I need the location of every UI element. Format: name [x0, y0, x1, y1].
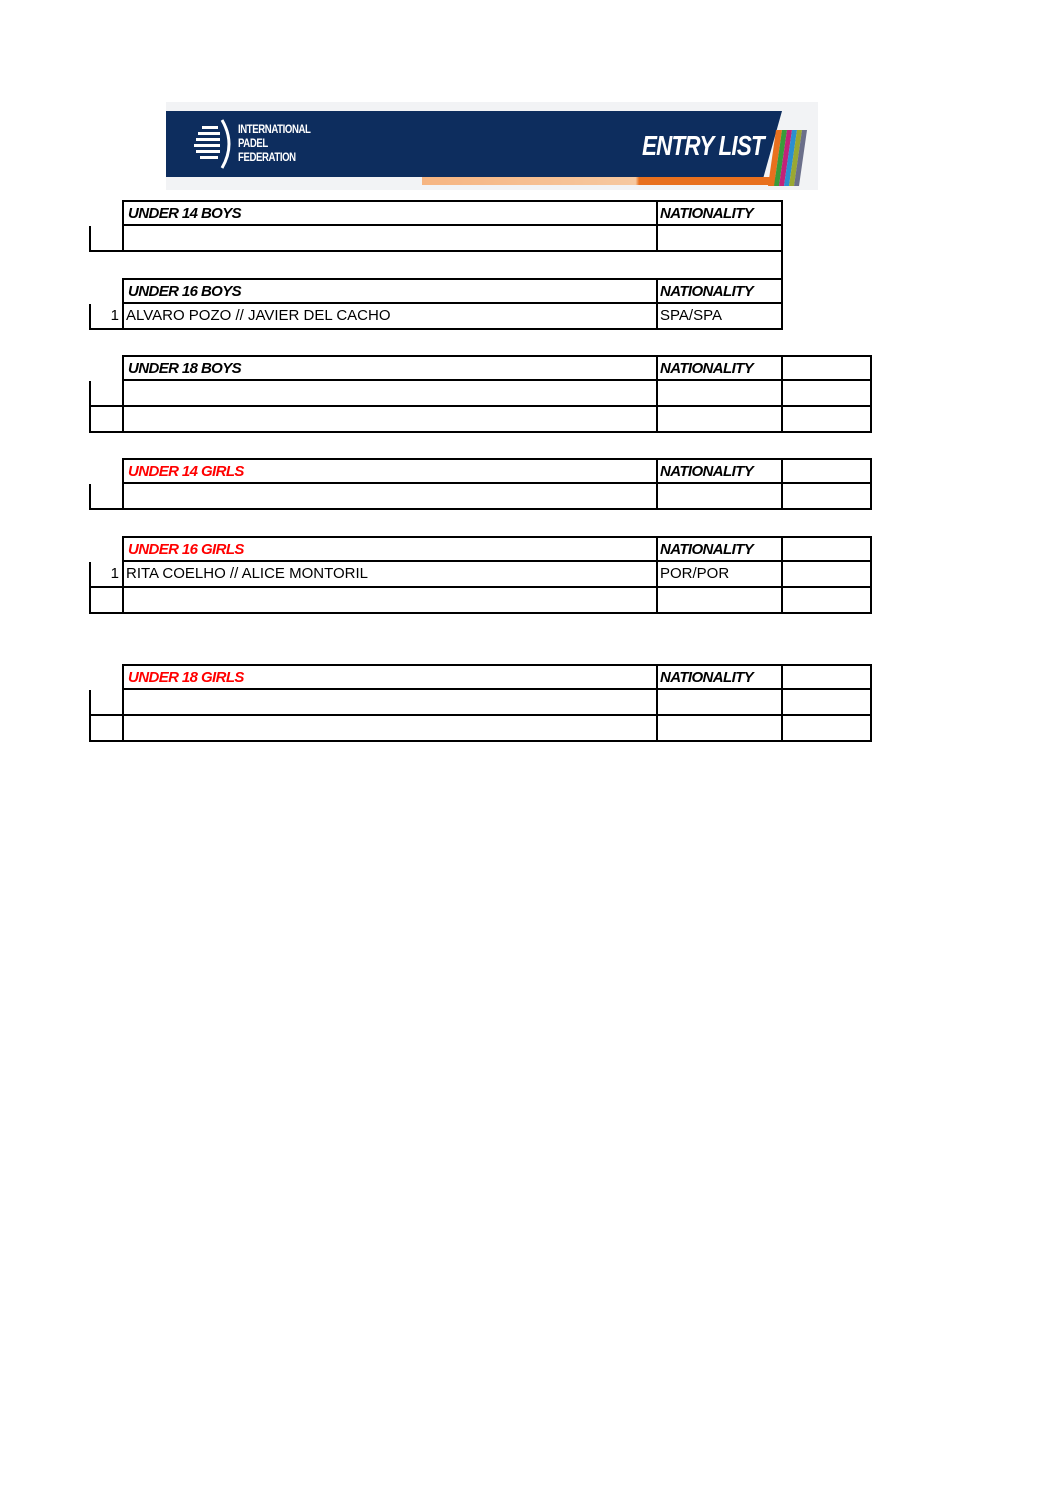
extra-header-cell [781, 355, 872, 381]
logo-line: INTERNATIONAL [238, 122, 311, 136]
nationality-value: POR/POR [656, 562, 783, 588]
ipf-logo-icon [194, 118, 236, 170]
nationality-header: NATIONALITY [656, 458, 783, 484]
player-names: ALVARO POZO // JAVIER DEL CACHO [122, 304, 658, 330]
extra-cell [781, 562, 872, 588]
extra-cell [781, 381, 872, 407]
logo-line: FEDERATION [238, 150, 296, 164]
nationality-value [656, 716, 783, 742]
nationality-value [656, 588, 783, 614]
category-title: UNDER 16 BOYS [122, 278, 658, 304]
category-title: UNDER 14 BOYS [122, 200, 658, 226]
color-stripes-icon [768, 130, 808, 186]
nationality-header: NATIONALITY [656, 664, 783, 690]
entry-number [89, 484, 124, 510]
ipf-logo-text [238, 122, 310, 164]
entry-number: 1 [89, 304, 124, 330]
player-names [122, 381, 658, 407]
nationality-value [656, 226, 783, 252]
category-title: UNDER 18 BOYS [122, 355, 658, 381]
category-title: UNDER 14 GIRLS [122, 458, 658, 484]
player-names: RITA COELHO // ALICE MONTORIL [122, 562, 658, 588]
nationality-header: NATIONALITY [656, 278, 783, 304]
entry-number [89, 407, 124, 433]
nationality-header: NATIONALITY [656, 355, 783, 381]
nationality-header: NATIONALITY [656, 200, 783, 226]
extra-header-cell [781, 458, 872, 484]
table-border-line [781, 252, 783, 278]
extra-header-cell [781, 536, 872, 562]
entry-number [89, 226, 124, 252]
entry-number [89, 690, 124, 716]
extra-cell [781, 484, 872, 510]
category-title: UNDER 16 GIRLS [122, 536, 658, 562]
entry-number: 1 [89, 562, 124, 588]
nationality-value [656, 407, 783, 433]
player-names [122, 484, 658, 510]
player-names [122, 690, 658, 716]
extra-cell [781, 716, 872, 742]
nationality-value [656, 381, 783, 407]
nationality-value [656, 690, 783, 716]
nationality-header: NATIONALITY [656, 536, 783, 562]
player-names [122, 588, 658, 614]
player-names [122, 407, 658, 433]
entry-number [89, 716, 124, 742]
entry-list-banner [166, 102, 818, 190]
entry-number [89, 588, 124, 614]
banner-title: ENTRY LIST [642, 130, 764, 161]
extra-cell [781, 407, 872, 433]
player-names [122, 716, 658, 742]
banner-orange-stripe [422, 177, 778, 185]
extra-cell [781, 588, 872, 614]
extra-cell [781, 690, 872, 716]
logo-line: PADEL [238, 136, 268, 150]
extra-header-cell [781, 664, 872, 690]
nationality-value: SPA/SPA [656, 304, 783, 330]
player-names [122, 226, 658, 252]
nationality-value [656, 484, 783, 510]
entry-number [89, 381, 124, 407]
category-title: UNDER 18 GIRLS [122, 664, 658, 690]
